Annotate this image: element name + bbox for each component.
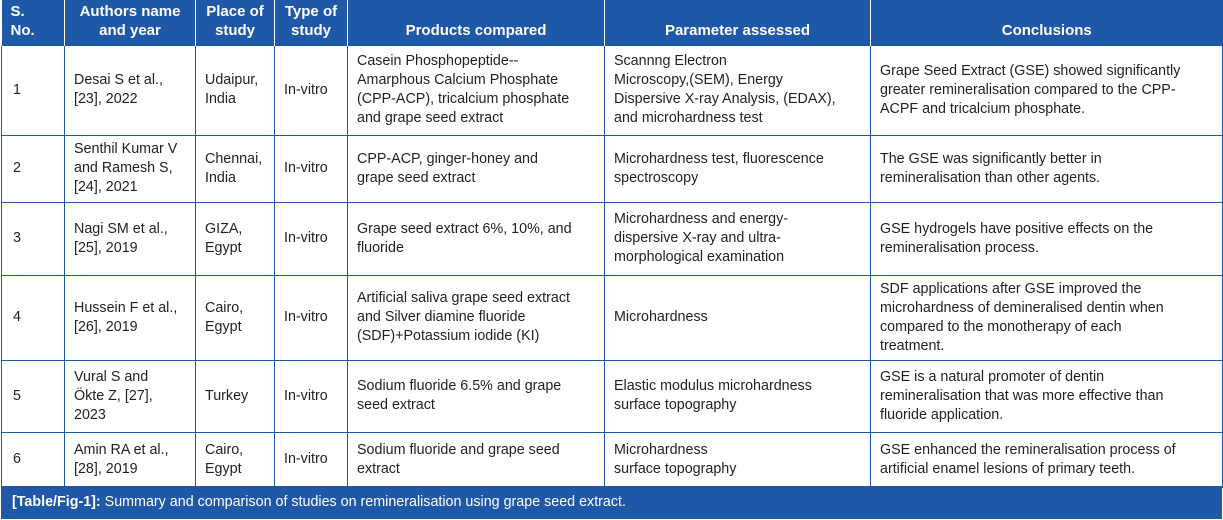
cell-place: Udaipur, India	[196, 46, 275, 135]
cell-conclusion: GSE is a natural promoter of dentin remineralisation that was more effective than fluoride application.	[871, 360, 1223, 432]
cell-sno: 5	[2, 360, 65, 432]
cell-authors: Amin RA et al., [28], 2019	[65, 432, 196, 487]
cell-authors: Desai S et al., [23], 2022	[65, 46, 196, 135]
summary-table	[1, 0, 1223, 488]
table-row	[2, 275, 1223, 360]
cell-conclusion: GSE hydrogels have positive effects on the remineralisation process.	[871, 202, 1223, 275]
cell-type: In-vitro	[275, 432, 348, 487]
cell-sno: 6	[2, 432, 65, 487]
header-conclusions: Conclusions	[871, 0, 1223, 46]
header-parameter: Parameter assessed	[605, 0, 871, 46]
cell-products: CPP-ACP, ginger-honey and grape seed extract	[348, 135, 605, 202]
cell-sno: 4	[2, 275, 65, 360]
caption-label: [Table/Fig-1]:	[12, 494, 101, 510]
cell-parameter: Microhardness test, fluorescence spectroscopy	[605, 135, 871, 202]
cell-authors: Hussein F et al., [26], 2019	[65, 275, 196, 360]
cell-authors: Vural S and Ökte Z, [27], 2023	[65, 360, 196, 432]
cell-type: In-vitro	[275, 202, 348, 275]
table-row	[2, 360, 1223, 432]
cell-place: GIZA, Egypt	[196, 202, 275, 275]
cell-place: Cairo, Egypt	[196, 432, 275, 487]
table-caption	[1, 486, 1222, 519]
cell-conclusion: SDF applications after GSE improved the microhardness of demineralised dentin when compared to the monotherapy of each treatment.	[871, 275, 1223, 360]
cell-place: Cairo, Egypt	[196, 275, 275, 360]
cell-conclusion: GSE enhanced the remineralisation process of artificial enamel lesions of primary teeth.	[871, 432, 1223, 487]
cell-products: Sodium fluoride and grape seed extract	[348, 432, 605, 487]
cell-parameter: Microhardness surface topography	[605, 432, 871, 487]
caption-text: Summary and comparison of studies on remineralisation using grape seed extract.	[100, 494, 626, 510]
header-type: Type of study	[275, 0, 348, 46]
table-row	[2, 46, 1223, 135]
header-place: Place of study	[196, 0, 275, 46]
cell-parameter: Scannng Electron Microscopy,(SEM), Energy Dispersive X-ray Analysis, (EDAX), and microhardness test	[605, 46, 871, 135]
cell-place: Turkey	[196, 360, 275, 432]
cell-sno: 2	[2, 135, 65, 202]
table-row	[2, 432, 1223, 487]
cell-products: Casein Phosphopeptide-- Amarphous Calcium Phosphate (CPP-ACP), tricalcium phosphate and grape seed extract	[348, 46, 605, 135]
cell-products: Artificial saliva grape seed extract and Silver diamine fluoride (SDF)+Potassium iodide (KI)	[348, 275, 605, 360]
header-sno: S. No.	[2, 0, 65, 46]
table-row	[2, 202, 1223, 275]
cell-place: Chennai, India	[196, 135, 275, 202]
cell-products: Sodium fluoride 6.5% and grape seed extract	[348, 360, 605, 432]
cell-sno: 1	[2, 46, 65, 135]
cell-products: Grape seed extract 6%, 10%, and fluoride	[348, 202, 605, 275]
cell-type: In-vitro	[275, 135, 348, 202]
cell-parameter: Elastic modulus microhardness surface topography	[605, 360, 871, 432]
cell-authors: Nagi SM et al., [25], 2019	[65, 202, 196, 275]
cell-parameter: Microhardness and energy- dispersive X-ray and ultra- morphological examination	[605, 202, 871, 275]
table-row	[2, 135, 1223, 202]
cell-type: In-vitro	[275, 46, 348, 135]
cell-authors: Senthil Kumar V and Ramesh S, [24], 2021	[65, 135, 196, 202]
header-products: Products compared	[348, 0, 605, 46]
cell-conclusion: Grape Seed Extract (GSE) showed significantly greater remineralisation compared to the CPP- ACPF and tricalcium phosphate.	[871, 46, 1223, 135]
cell-type: In-vitro	[275, 275, 348, 360]
cell-type: In-vitro	[275, 360, 348, 432]
cell-conclusion: The GSE was significantly better in remineralisation than other agents.	[871, 135, 1223, 202]
cell-parameter: Microhardness	[605, 275, 871, 360]
header-row	[2, 0, 1223, 46]
cell-sno: 3	[2, 202, 65, 275]
header-authors: Authors name and year	[65, 0, 196, 46]
